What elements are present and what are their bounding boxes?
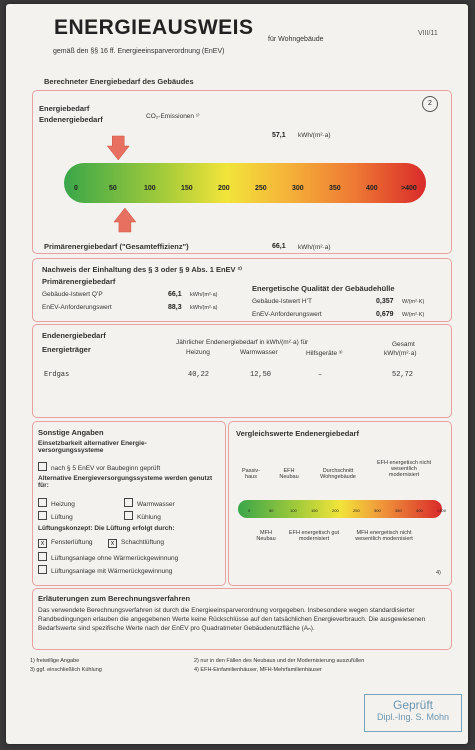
scale-tick-label: 250 [255, 185, 267, 192]
vent-heat-recovery[interactable]: Lüftungsanlage mit Wärmerückgewinnung [38, 565, 172, 575]
compare-scale-tick: 0 [248, 508, 251, 513]
scale-tick-label: >400 [401, 185, 417, 192]
document-subtitle: gemäß den §§ 16 ff. Energieeinsparverordnung (EnEV) [53, 48, 225, 55]
scale-tick-label: 100 [144, 185, 156, 192]
compare-bottom-label-1: MFH Neubau [256, 530, 276, 542]
scale-tick-label: 150 [181, 185, 193, 192]
explanation-text: Das verwendete Berechnungsverfahren ist durch die Energieeinsparverordnung vorgegeben. Insbesondere wegen standardisierter Randbedingungen erlauben die angegebenen Werte keine Rückschlüsse auf den tatsächlichen Energieverbrauch. Die ausgewiesenen Bedarfswerte sind spezifische Werte nach der EnEV pro Quadratmeter Gebäudenutzfläche (Aₙ). [38, 607, 426, 632]
footnote-3: 3) ggf. einschließlich Kühlung [30, 667, 102, 673]
row-carrier: Erdgas [44, 371, 70, 379]
end-energy-value: 57,1 [272, 132, 286, 139]
opt-ventilation[interactable]: Lüftung [38, 511, 73, 521]
page-number-badge: 2 [422, 96, 438, 112]
heating-checkbox[interactable] [38, 498, 47, 507]
row-total: 52,72 [392, 371, 414, 379]
form-code: VIII/11 [418, 30, 438, 37]
end-energy-arrow [107, 136, 129, 160]
alt-used-title: Alternative Energieversorgungssysteme werden genutzt für: [38, 475, 213, 489]
proof-right-title: Energetische Qualität der Gebäudehülle [252, 284, 395, 293]
compare-scale-tick: 300 [374, 508, 381, 513]
vent-no-heat-recovery[interactable]: Lüftungsanlage ohne Wärmerückgewinnung [38, 552, 178, 562]
compare-bottom-label-2: EFH energetisch gut modernisiert [288, 530, 340, 542]
scale-tick-label: 200 [218, 185, 230, 192]
footnote-4: 4) EFH-Einfamilienhäuser, MFH-Mehrfamilienhäuser [194, 667, 322, 673]
col-aux-header: Hilfsgeräte ³⁾ [306, 350, 343, 357]
energy-demand-label: Energiebedarf [39, 104, 90, 113]
end-energy-unit: kWh/(m²·a) [298, 132, 331, 139]
stamp-line-2: Dipl.-Ing. S. Mohn [376, 712, 450, 722]
footnote-1: 1) freiwillige Angabe [30, 658, 80, 664]
end-energy-label: Endenergiebedarf [39, 115, 103, 124]
water-checkbox[interactable] [124, 498, 133, 507]
scale-tick-label: 0 [74, 185, 78, 192]
stamp-line-1: Geprüft [392, 698, 434, 712]
proof-left-label-1: Gebäude-Istwert Q’P [42, 291, 103, 298]
carrier-header: Energieträger [42, 345, 91, 354]
energy-scale-bar [64, 163, 426, 203]
scale-tick-label: 300 [292, 185, 304, 192]
vent-no-heat-checkbox[interactable] [38, 552, 47, 561]
proof-right-unit-2: W/(m²·K) [402, 312, 425, 318]
document-title: ENERGIEAUSWEIS [54, 16, 254, 39]
compare-scale-tick: 100 [290, 508, 297, 513]
proof-right-value-1: 0,357 [376, 298, 394, 305]
annual-demand-header: Jährlicher Endenergiebedarf in kWh/(m²·a) für [176, 339, 309, 346]
col-heating-header: Heizung [186, 349, 210, 356]
approval-stamp [364, 694, 462, 732]
proof-heading: Nachweis der Einhaltung des § 3 oder § 9 Abs. 1 EnEV ²⁾ [42, 265, 242, 274]
vent-title: Lüftungskonzept: Die Lüftung erfolgt durch: [38, 525, 175, 532]
co2-label: CO₂-Emissionen ¹⁾ [146, 113, 200, 120]
title-suffix: für Wohngebäude [268, 36, 324, 43]
energy-certificate-page [6, 4, 468, 744]
col-total-unit: kWh/(m²·a) [384, 350, 417, 357]
alt-checked-item[interactable]: nach § 5 EnEV vor Baubeginn geprüft [38, 462, 160, 472]
col-water-header: Warmwasser [240, 349, 278, 356]
proof-left-value-1: 66,1 [168, 291, 182, 298]
alt-systems-title: Einsetzbarkeit alternativer Energie-versorgungssysteme [38, 440, 147, 454]
ventilation-checkbox[interactable] [38, 511, 47, 520]
primary-energy-arrow [114, 208, 136, 232]
compare-scale-graphic [236, 494, 447, 524]
proof-left-title: Primärenergiebedarf [42, 277, 116, 286]
scale-tick-label: 350 [329, 185, 341, 192]
proof-left-unit-2: kWh/(m²·a) [190, 305, 218, 311]
explanation-heading: Erläuterungen zum Berechnungsverfahren [38, 594, 191, 603]
vent-window[interactable]: x Fensterlüftung [38, 539, 93, 548]
proof-right-value-2: 0,679 [376, 311, 394, 318]
proof-right-label-1: Gebäude-Istwert H’T [252, 298, 312, 305]
proof-right-label-2: EnEV-Anforderungswert [252, 311, 322, 318]
primary-energy-label: Primärenergiebedarf ("Gesamteffizienz") [44, 242, 189, 251]
primary-energy-value: 66,1 [272, 243, 286, 250]
scale-tick-label: 400 [366, 185, 378, 192]
row-water: 12,50 [250, 371, 272, 379]
cooling-checkbox[interactable] [124, 511, 133, 520]
vent-shaft[interactable]: x Schachtlüftung [108, 539, 164, 548]
compare-scale-tick: 150 [311, 508, 318, 513]
proof-right-unit-1: W/(m²·K) [402, 299, 425, 305]
calc-heading: Berechneter Energiebedarf des Gebäudes [44, 77, 194, 86]
compare-scale-tick: 50 [269, 508, 274, 513]
opt-water[interactable]: Warmwasser [124, 498, 175, 508]
compare-scale-tick: 350 [395, 508, 402, 513]
col-total-header: Gesamt [392, 341, 415, 348]
compare-top-label-2: EFH Neubau [279, 468, 299, 480]
row-heating: 40,22 [188, 371, 210, 379]
alt-checkbox[interactable] [38, 462, 47, 471]
footnote-2: 2) nur in den Fällen des Neubaus und der Modernisierung auszufüllen [194, 658, 365, 664]
compare-bottom-label-3: MFH energetisch nicht wesentlich modernisiert [355, 530, 413, 542]
compare-scale-tick: 250 [353, 508, 360, 513]
end-energy-heading: Endenergiebedarf [42, 331, 106, 340]
proof-left-unit-1: kWh/(m²·a) [190, 292, 218, 298]
vent-window-checkbox[interactable]: x [38, 539, 47, 548]
compare-top-label-1: Passiv-haus [241, 468, 261, 480]
compare-top-label-3: Durchschnitt Wohngebäude [320, 468, 356, 480]
compare-scale-tick: >400 [437, 508, 447, 513]
proof-left-label-2: EnEV-Anforderungswert [42, 304, 112, 311]
opt-cooling[interactable]: Kühlung [124, 511, 161, 521]
compare-heading: Vergleichswerte Endenergiebedarf [236, 429, 359, 438]
compare-footnote: 4) [436, 570, 441, 576]
compare-scale-tick: 200 [332, 508, 339, 513]
vent-heat-checkbox[interactable] [38, 565, 47, 574]
opt-heating[interactable]: Heizung [38, 498, 75, 508]
row-aux: – [318, 371, 323, 379]
vent-shaft-checkbox[interactable]: x [108, 539, 117, 548]
primary-energy-unit: kWh/(m²·a) [298, 244, 331, 251]
scale-tick-label: 50 [109, 185, 117, 192]
proof-left-value-2: 88,3 [168, 304, 182, 311]
compare-scale-tick: 400 [416, 508, 423, 513]
other-info-heading: Sonstige Angaben [38, 428, 104, 437]
compare-top-label-4: EFH energetisch nicht wesentlich modernisiert [376, 460, 432, 478]
